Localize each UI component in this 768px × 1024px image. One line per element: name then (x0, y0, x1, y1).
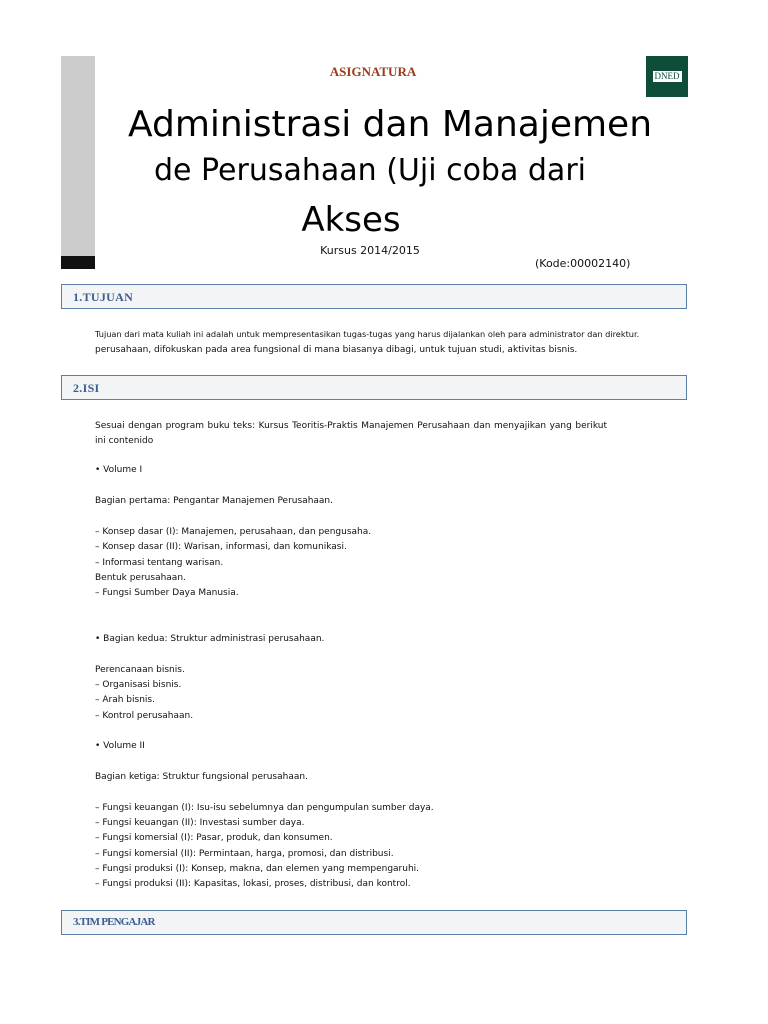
isi-intro: Sesuai dengan program buku teks: Kursus Teoritis-Praktis Manajemen Perusahaan dan menyajikan yang berikut ini contenido (95, 421, 607, 447)
course-title-line-1: Administrasi dan Manajemen (127, 104, 653, 145)
isi-line: – Fungsi Sumber Daya Manusia. (95, 588, 239, 598)
isi-line: – Informasi tentang warisan. (95, 558, 224, 568)
isi-line: • Volume I (95, 465, 143, 475)
isi-line: – Fungsi keuangan (II): Investasi sumber daya. (95, 818, 305, 828)
dned-logo (646, 56, 688, 97)
isi-line: Bagian ketiga: Struktur fungsional perusahaan. (95, 772, 308, 782)
isi-line: • Bagian kedua: Struktur administrasi perusahaan. (95, 634, 325, 644)
isi-line: – Konsep dasar (II): Warisan, informasi, dan komunikasi. (95, 542, 347, 552)
isi-line: – Organisasi bisnis. (95, 680, 182, 690)
isi-line: Perencanaan bisnis. (95, 665, 185, 675)
sidebar-decoration-foot (61, 256, 95, 269)
isi-line: • Volume II (95, 741, 145, 751)
isi-line: – Fungsi produksi (I): Konsep, makna, dan elemen yang mempengaruhi. (95, 864, 420, 874)
tujuan-line-2: perusahaan, difokuskan pada area fungsional di mana biasanya dibagi, untuk tujuan studi, aktivitas bisnis. (95, 345, 578, 355)
section-header-tim-pengajar (61, 910, 687, 935)
isi-line: – Fungsi keuangan (I): Isu-isu sebelumnya dan pengumpulan sumber daya. (95, 803, 434, 813)
tujuan-line-1: Tujuan dari mata kuliah ini adalah untuk mempresentasikan tugas-tugas yang harus dijalankan oleh para administrator dan direktur. (95, 329, 640, 339)
isi-line: Bagian pertama: Pengantar Manajemen Perusahaan. (95, 496, 333, 506)
section-header-isi (61, 375, 687, 400)
course-code: (Kode:00002140) (535, 257, 631, 270)
section-header-tujuan (61, 284, 687, 309)
isi-line: – Kontrol perusahaan. (95, 711, 194, 721)
section-title-tim-pengajar: 3.TIM PENGAJAR (73, 916, 155, 928)
course-year: Kursus 2014/2015 (320, 244, 420, 257)
isi-line: – Fungsi komersial (I): Pasar, produk, dan konsumen. (95, 833, 333, 843)
isi-line: – Konsep dasar (I): Manajemen, perusahaan, dan pengusaha. (95, 527, 372, 537)
section-title-tujuan: 1.TUJUAN (73, 290, 134, 304)
asignatura-label: ASIGNATURA (329, 64, 417, 79)
isi-line: Bentuk perusahaan. (95, 573, 186, 583)
section-title-isi: 2.ISI (73, 381, 100, 395)
isi-line: – Arah bisnis. (95, 695, 155, 705)
course-title-line-3: Akses (301, 200, 401, 240)
isi-line: – Fungsi produksi (II): Kapasitas, lokasi, proses, distribusi, dan kontrol. (95, 879, 411, 889)
dned-logo-text: DNED (654, 71, 680, 81)
course-title-line-2: de Perusahaan (Uji coba dari (154, 153, 586, 188)
isi-line: – Fungsi komersial (II): Permintaan, harga, promosi, dan distribusi. (95, 849, 394, 859)
